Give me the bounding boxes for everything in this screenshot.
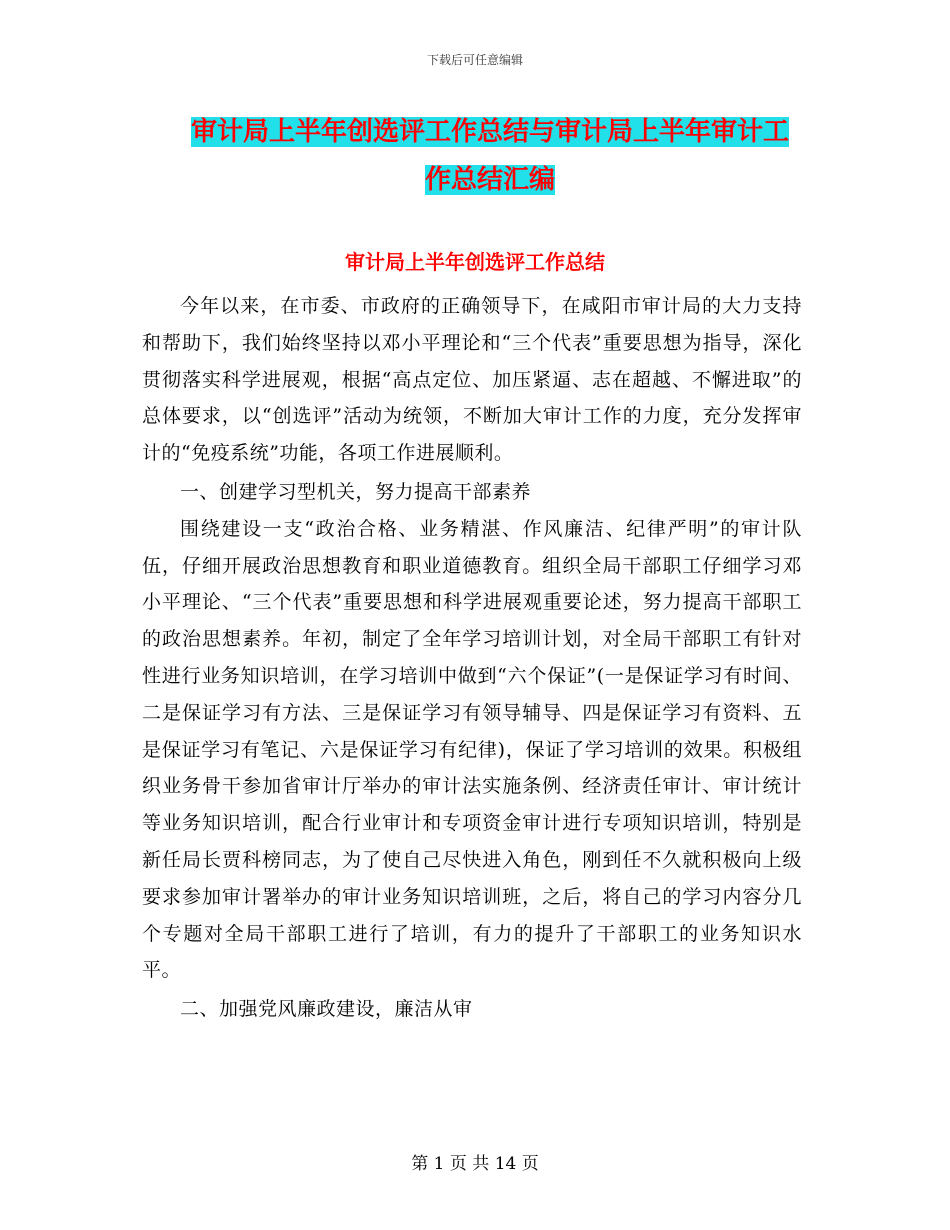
document-title-line-2: 作总结汇编 <box>424 165 555 195</box>
paragraph-learning: 围绕建设一支“政治合格、业务精湛、作风廉洁、纪律严明”的审计队伍，仔细开展政治思想教育和职业道德教育。组织全局干部职工仔细学习邓小平理论、“三个代表”重要思想和科学进展观重要论述，努力提高干部职工的政治思想素养。年初，制定了全年学习培训计划，对全局干部职工有针对性进行业务知识培训，在学习培训中做到“六个保证”(一是保证学习有时间、二是保证学习有方法、三是保证学习有领导辅导、四是保证学习有资料、五是保证学习有笔记、六是保证学习有纪律)，保证了学习培训的效果。积极组织业务骨干参加省审计厅举办的审计法实施条例、经济责任审计、审计统计等业务知识培训，配合行业审计和专项资金审计进行专项知识培训，特别是新任局长贾科榜同志，为了使自己尽快进入角色，刚到任不久就积极向上级要求参加审计署举办的审计业务知识培训班，之后，将自己的学习内容分几个专题对全局干部职工进行了培训，有力的提升了干部职工的业务知识水平。 <box>142 517 802 982</box>
paragraph-heading-2: 二、加强党风廉政建设，廉洁从审 <box>180 998 473 1021</box>
page-header-note: 下载后可任意编辑 <box>426 53 523 67</box>
document-title <box>170 108 810 204</box>
document-title-line-1: 审计局上半年创选评工作总结与审计局上半年审计工 <box>190 117 789 147</box>
document-body <box>142 288 802 1028</box>
paragraph-intro: 今年以来，在市委、市政府的正确领导下，在咸阳市审计局的大力支持和帮助下，我们始终坚持以邓小平理论和“三个代表”重要思想为指导，深化贯彻落实科学进展观，根据“高点定位、加压紧逼、志在超越、不懈进取”的总体要求，以“创选评”活动为统领，不断加大审计工作的力度，充分发挥审计的“免疫系统”功能，各项工作进展顺利。 <box>142 295 802 465</box>
page-footer-number: 第 1 页 共 14 页 <box>411 1154 539 1174</box>
paragraph-heading-1: 一、创建学习型机关，努力提高干部素养 <box>180 480 532 503</box>
section-title: 审计局上半年创选评工作总结 <box>345 250 605 274</box>
